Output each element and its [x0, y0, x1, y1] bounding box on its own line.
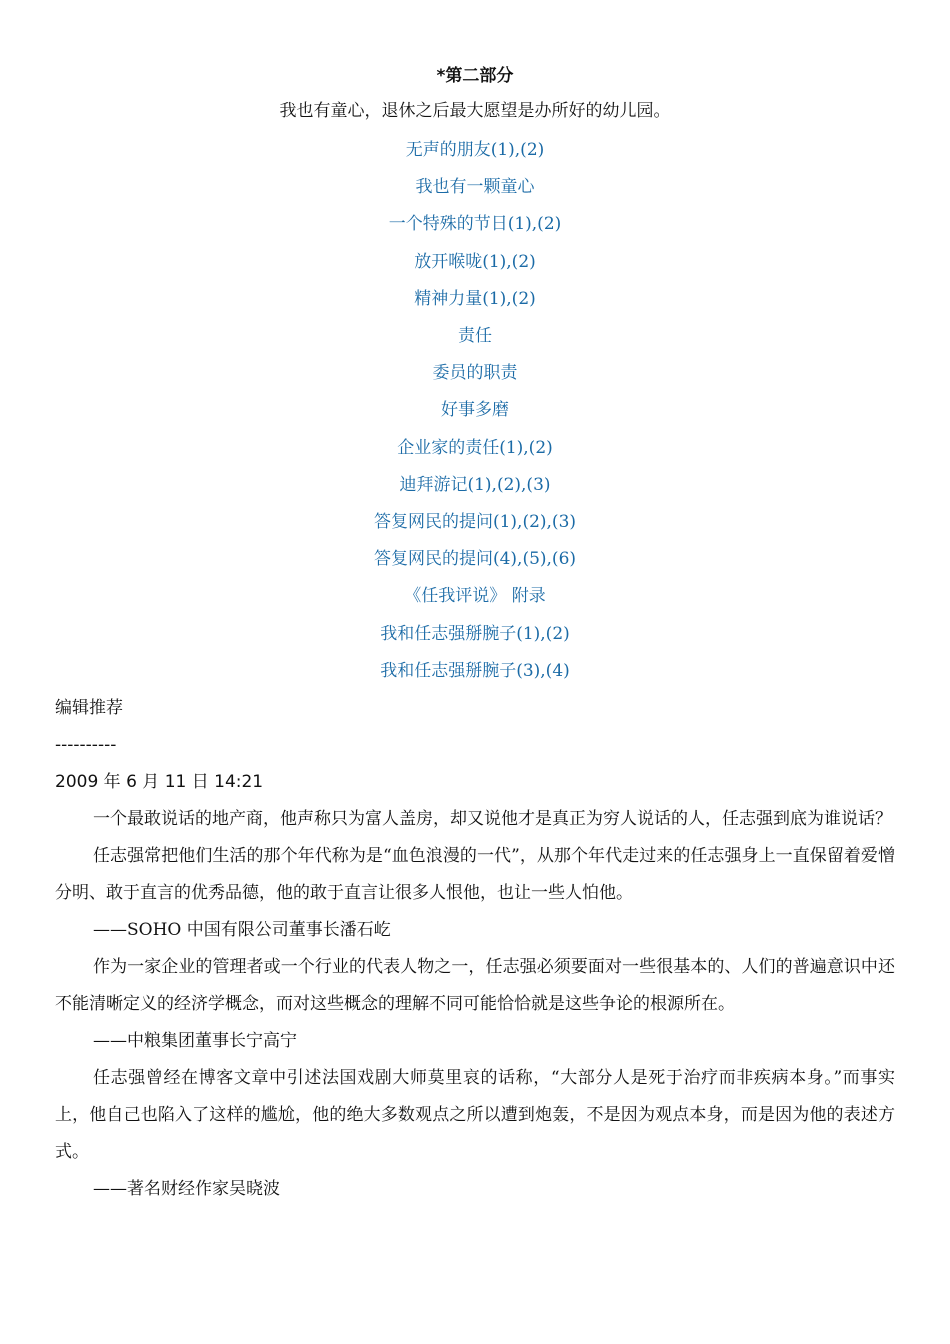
toc-item	[55, 132, 895, 169]
body-paragraph: 作为一家企业的管理者或一个行业的代表人物之一，任志强必须要面对一些很基本的、人们的普遍意识中还不能清晰定义的经济学概念，而对这些概念的理解不同可能恰恰就是这些争论的根源所在。	[55, 957, 895, 1015]
toc-item	[55, 281, 895, 318]
toc-item	[55, 430, 895, 467]
toc-item	[55, 467, 895, 504]
toc-item	[55, 392, 895, 429]
toc-link[interactable]: 委员的职责	[432, 363, 518, 384]
toc-link[interactable]: 责任	[458, 326, 492, 347]
intro-line: 我也有童心，退休之后最大愿望是办所好的幼儿园。	[279, 101, 671, 121]
date-time: 2009 年 6 月 11 日 14:21	[55, 772, 264, 793]
toc-link[interactable]: 我也有一颗童心	[415, 177, 535, 198]
toc-item	[55, 318, 895, 355]
quote-attribution: ——中粮集团董事长宁高宁	[93, 1031, 297, 1052]
toc-item	[55, 504, 895, 541]
toc-link[interactable]: 答复网民的提问(4),(5),(6)	[373, 549, 577, 570]
toc-link[interactable]: 《任我评说》 附录	[404, 586, 546, 607]
toc-link[interactable]: 企业家的责任(1),(2)	[397, 437, 553, 458]
toc-item	[55, 616, 895, 653]
body-paragraph: 任志强曾经在博客文章中引述法国戏剧大师莫里哀的话称，“大部分人是死于治疗而非疾病本身。”而事实上，他自己也陷入了这样的尴尬，他的绝大多数观点之所以遭到炮轰，不是因为观点本身，而是因为他的表述方式。	[55, 1068, 895, 1163]
toc-link[interactable]: 我和任志强掰腕子(3),(4)	[380, 660, 570, 681]
toc-item	[55, 578, 895, 615]
toc-link[interactable]: 无声的朋友(1),(2)	[405, 140, 545, 160]
toc-link[interactable]: 一个特殊的节日(1),(2)	[388, 214, 562, 235]
editor-recommend-label: 编辑推荐	[55, 698, 123, 719]
body-paragraph: 一个最敢说话的地产商，他声称只为富人盖房，却又说他才是真正为穷人说话的人，任志强到底为谁说话？	[93, 809, 892, 830]
body-paragraph: 任志强常把他们生活的那个年代称为是“血色浪漫的一代”，从那个年代走过来的任志强身上一直保留着爱憎分明、敢于直言的优秀品德，他的敢于直言让很多人恨他，也让一些人怕他。	[55, 846, 895, 904]
toc-link[interactable]: 迪拜游记(1),(2),(3)	[399, 474, 551, 495]
toc-link[interactable]: 我和任志强掰腕子(1),(2)	[380, 623, 570, 644]
toc-link[interactable]: 放开喉咙(1),(2)	[414, 251, 536, 272]
toc-link-list	[55, 132, 895, 690]
separator-line: ----------	[55, 735, 117, 756]
toc-item	[55, 169, 895, 206]
quote-attribution: ——著名财经作家吴晓波	[93, 1179, 280, 1200]
toc-link[interactable]: 好事多磨	[441, 400, 509, 421]
quote-attribution: ——SOHO 中国有限公司董事长潘石屹	[93, 920, 391, 941]
toc-link[interactable]: 答复网民的提问(1),(2),(3)	[373, 512, 577, 533]
toc-item	[55, 355, 895, 392]
section-title: *第二部分	[436, 66, 514, 86]
toc-item	[55, 653, 895, 690]
document-page	[55, 62, 895, 1208]
toc-link[interactable]: 精神力量(1),(2)	[414, 288, 536, 309]
toc-item	[55, 206, 895, 243]
toc-item	[55, 244, 895, 281]
toc-item	[55, 541, 895, 578]
